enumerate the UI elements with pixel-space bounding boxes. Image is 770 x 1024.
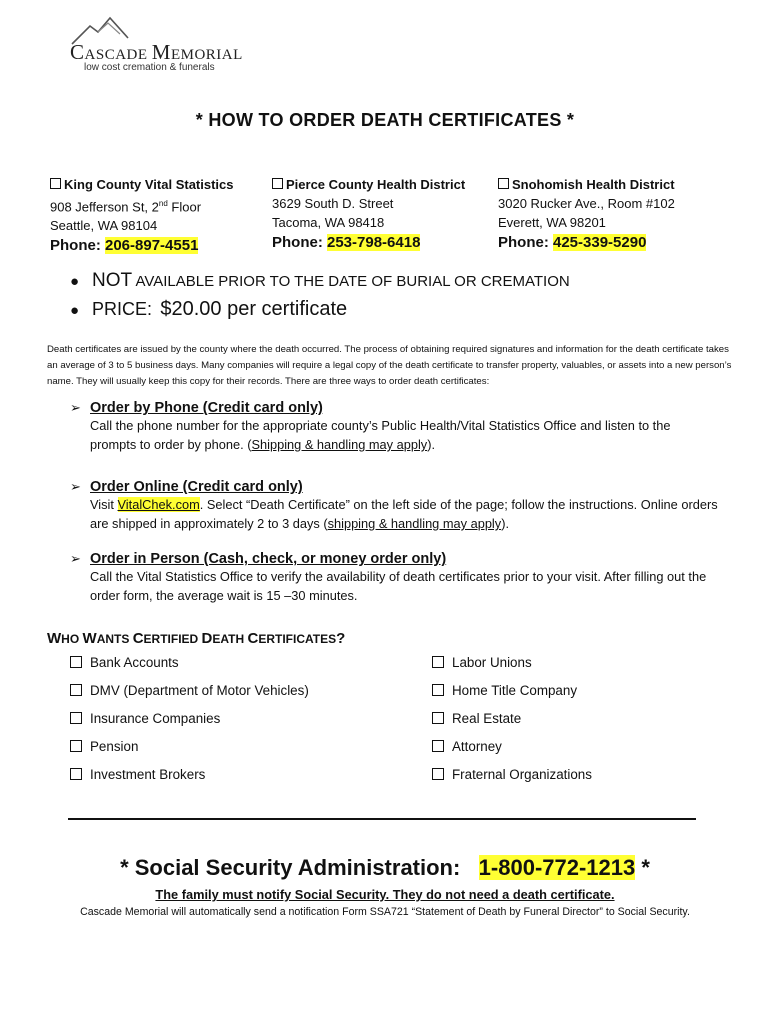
who-wants-heading: WHO WANTS CERTIFIED DEATH CERTIFICATES?: [47, 630, 346, 647]
check-pension[interactable]: Pension: [70, 739, 138, 754]
order-text: Visit VitalChek.com. Select “Death Certificate” on the left side of the page; follow the instructions. Online orders are shipped in approximately 2 to 3 days (shipping & handling may apply).: [90, 497, 718, 531]
order-text: Call the phone number for the appropriate county’s Public Health/Vital Statistics Office and listen to the prompts to order by phone. (Shipping & handling may apply).: [90, 418, 671, 452]
checkbox-icon[interactable]: [70, 656, 82, 668]
agency-snohomish: [498, 175, 728, 252]
ssa-heading: * Social Security Administration: 1-800-772-1213 *: [120, 855, 650, 880]
agency-phone: Phone: 206-897-4551: [50, 237, 199, 255]
checkbox-icon[interactable]: [432, 656, 444, 668]
order-by-phone: [70, 400, 720, 454]
agency-address-2: Everett, WA 98201: [498, 215, 606, 230]
page-title: * HOW TO ORDER DEATH CERTIFICATES *: [195, 110, 575, 130]
arrow-icon: ➢: [70, 400, 81, 415]
checkbox-icon: [498, 178, 509, 189]
agency-phone: Phone: 253-798-6418: [272, 234, 421, 251]
checkbox-icon[interactable]: [432, 740, 444, 752]
vitalchek-link[interactable]: VitalChek.com: [117, 497, 200, 512]
divider-line: [68, 818, 696, 820]
order-heading: Order by Phone (Credit card only): [90, 400, 323, 416]
shipping-link[interactable]: Shipping & handling may apply: [251, 437, 428, 452]
check-home-title[interactable]: Home Title Company: [432, 683, 577, 698]
check-labor-unions[interactable]: Labor Unions: [432, 655, 532, 670]
ssa-phone: 1-800-772-1213: [478, 855, 636, 880]
ssa-note: Cascade Memorial will automatically send a notification Form SSA721 “Statement of Death by Funeral Director” to Social Security.: [80, 906, 690, 918]
check-dmv[interactable]: DMV (Department of Motor Vehicles): [70, 683, 309, 698]
agency-address-2: Tacoma, WA 98418: [272, 215, 385, 230]
check-fraternal[interactable]: Fraternal Organizations: [432, 767, 592, 782]
intro-paragraph: Death certificates are issued by the county where the death occurred. The process of obtaining required signatures and information for the death certificate takes an average of 3 to 5 business days. Many companies will require a legal copy of the death certificate to transfer property, valuables, or assets into a new person’s name. They will usually keep this copy for their records. There are three ways to order death certificates:: [47, 344, 732, 387]
check-real-estate[interactable]: Real Estate: [432, 711, 521, 726]
arrow-icon: ➢: [70, 479, 81, 494]
checkbox-icon[interactable]: [432, 684, 444, 696]
checkbox-icon[interactable]: [432, 768, 444, 780]
order-in-person: [70, 551, 720, 605]
check-investment-brokers[interactable]: Investment Brokers: [70, 767, 205, 782]
order-online: [70, 479, 720, 533]
agency-address-1: 908 Jefferson St, 2nd Floor: [50, 199, 202, 215]
checkbox-icon: [50, 178, 61, 189]
checkbox-icon[interactable]: [432, 712, 444, 724]
check-bank-accounts[interactable]: Bank Accounts: [70, 655, 179, 670]
order-text: Call the Vital Statistics Office to verify the availability of death certificates prior to your visit. After filling out the order form, the average wait is 15 –30 minutes.: [90, 569, 707, 603]
bullet-icon: ●: [70, 273, 80, 290]
logo-name: CASCADE MEMORIAL: [70, 40, 243, 64]
bullet-not-available: ● NOT AVAILABLE PRIOR TO THE DATE OF BURIAL OR CREMATION: [70, 270, 570, 291]
cascade-memorial-logo: [68, 14, 243, 76]
checkbox-icon[interactable]: [70, 712, 82, 724]
ssa-notice: The family must notify Social Security. They do not need a death certificate.: [155, 887, 615, 902]
checkbox-icon[interactable]: [70, 740, 82, 752]
bullet-price: ● PRICE: $20.00 per certificate: [70, 298, 348, 320]
checkbox-icon: [272, 178, 283, 189]
arrow-icon: ➢: [70, 551, 81, 566]
agency-phone: Phone: 425-339-5290: [498, 234, 647, 251]
check-insurance[interactable]: Insurance Companies: [70, 711, 220, 726]
bullet-icon: ●: [70, 302, 80, 319]
checkbox-icon[interactable]: [70, 768, 82, 780]
agency-name: King County Vital Statistics: [64, 177, 234, 192]
agency-address-1: 3629 South D. Street: [272, 196, 394, 211]
agency-address-1: 3020 Rucker Ave., Room #102: [498, 196, 675, 211]
agency-name: Snohomish Health District: [512, 177, 675, 192]
agency-name: Pierce County Health District: [286, 177, 466, 192]
order-heading: Order Online (Credit card only): [90, 479, 303, 495]
shipping-link[interactable]: shipping & handling may apply: [327, 516, 502, 531]
logo-tagline: low cost cremation & funerals: [84, 62, 215, 73]
checkbox-icon[interactable]: [70, 684, 82, 696]
agency-king-county: [50, 175, 280, 255]
agency-address-2: Seattle, WA 98104: [50, 218, 158, 234]
order-heading: Order in Person (Cash, check, or money order only): [90, 551, 447, 567]
agency-pierce-county: [272, 175, 502, 252]
check-attorney[interactable]: Attorney: [432, 739, 502, 754]
